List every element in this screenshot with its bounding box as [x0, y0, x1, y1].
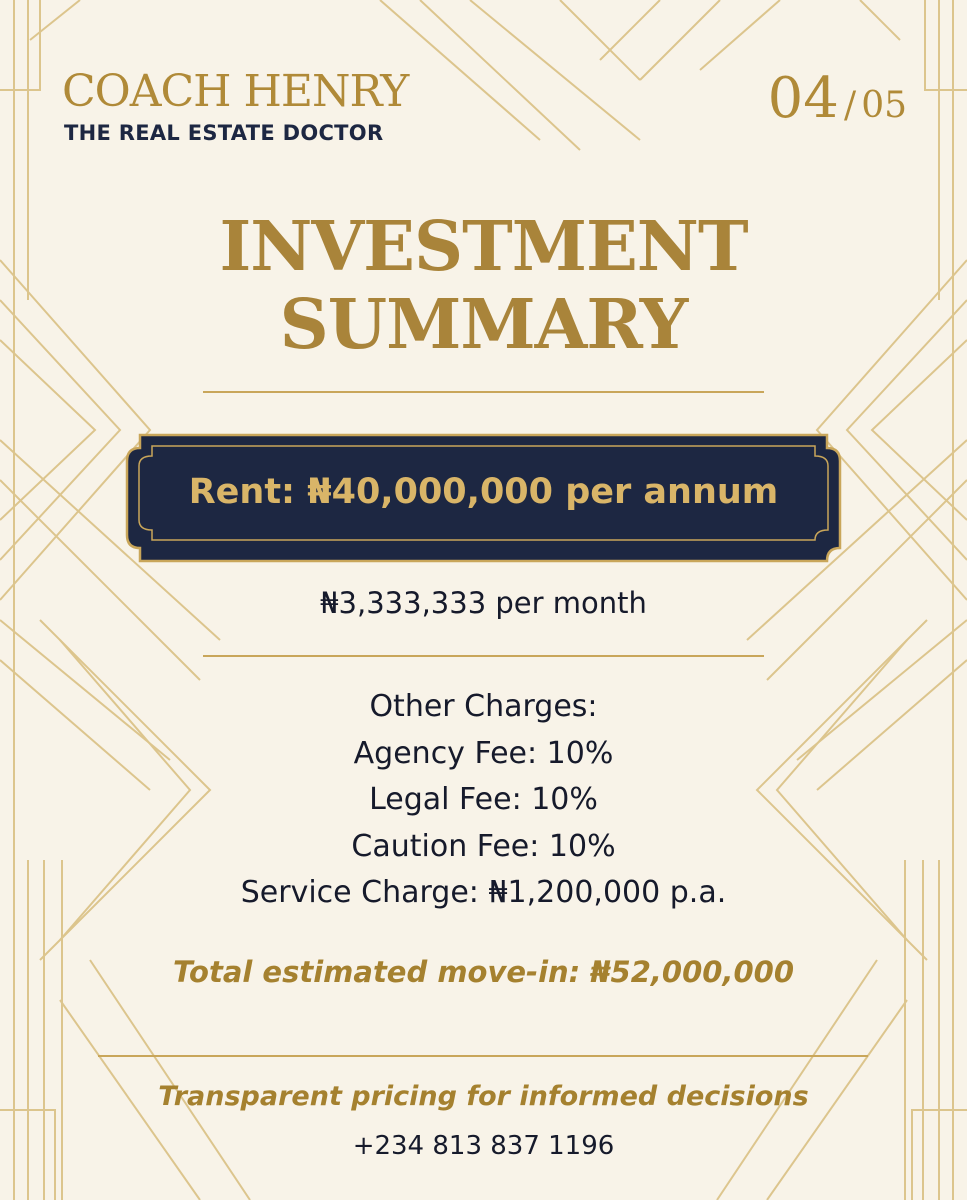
total-move-in: Total estimated move-in: ₦52,000,000 [172, 955, 794, 989]
page-separator: / [843, 85, 857, 126]
footer-tagline: Transparent pricing for informed decisions [158, 1081, 809, 1112]
title-line-1: INVESTMENT [219, 207, 748, 287]
other-charges-list [0, 684, 967, 917]
phone-number[interactable]: +234 813 837 1196 [352, 1131, 615, 1161]
rent-monthly: ₦3,333,333 per month [320, 586, 647, 620]
charges-heading: Other Charges: [369, 689, 598, 724]
charge-item-caution: Caution Fee: 10% [351, 828, 616, 864]
rent-amount: Rent: ₦40,000,000 per annum [188, 472, 779, 512]
brand-name: COACH HENRY [62, 66, 409, 117]
title-line-2: SUMMARY [279, 285, 688, 365]
page-total: 05 [861, 85, 907, 126]
divider-bottom [98, 1055, 868, 1057]
divider-middle [203, 655, 764, 657]
brand-tagline: THE REAL ESTATE DOCTOR [64, 121, 384, 145]
page-current: 04 [767, 66, 839, 131]
charge-item-agency: Agency Fee: 10% [353, 735, 614, 771]
charge-item-legal: Legal Fee: 10% [369, 782, 598, 817]
charge-item-service: Service Charge: ₦1,200,000 p.a. [240, 875, 727, 910]
